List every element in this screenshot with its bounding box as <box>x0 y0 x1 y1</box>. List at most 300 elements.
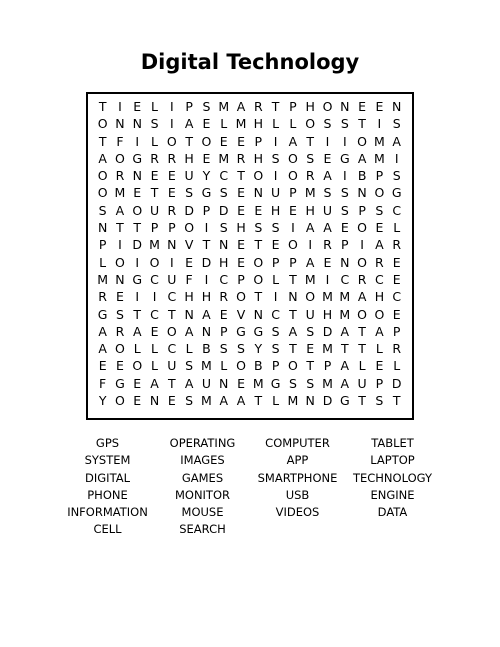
grid-letter[interactable]: E <box>237 202 245 218</box>
grid-letter[interactable]: E <box>167 168 176 184</box>
grid-letter[interactable]: A <box>305 254 315 270</box>
grid-letter[interactable]: N <box>132 116 142 132</box>
grid-letter[interactable]: O <box>132 358 143 374</box>
grid-letter[interactable]: A <box>236 99 246 114</box>
grid-letter[interactable]: E <box>98 358 107 374</box>
grid-letter[interactable]: G <box>115 375 125 391</box>
grid-letter[interactable]: U <box>271 185 281 201</box>
grid-letter[interactable]: L <box>151 99 159 114</box>
grid-letter[interactable]: C <box>150 271 159 287</box>
grid-letter[interactable]: A <box>305 220 315 236</box>
grid-letter[interactable]: N <box>340 254 350 270</box>
grid-letter[interactable]: A <box>340 375 350 391</box>
grid-letter[interactable]: I <box>308 237 313 253</box>
grid-letter[interactable]: E <box>185 254 194 270</box>
grid-letter[interactable]: N <box>305 393 315 409</box>
grid-letter[interactable]: N <box>253 306 263 322</box>
grid-letter[interactable]: I <box>169 116 174 132</box>
grid-letter[interactable]: E <box>115 358 124 374</box>
grid-letter[interactable]: P <box>271 254 280 270</box>
grid-letter[interactable]: O <box>322 99 333 114</box>
grid-letter[interactable]: M <box>97 271 109 287</box>
grid-letter[interactable]: I <box>152 289 157 305</box>
grid-letter[interactable]: T <box>340 341 349 357</box>
grid-letter[interactable]: T <box>271 99 280 114</box>
grid-letter[interactable]: O <box>287 358 298 374</box>
grid-letter[interactable]: T <box>392 393 401 409</box>
grid-letter[interactable]: O <box>236 358 246 374</box>
grid-letter[interactable]: S <box>306 323 315 339</box>
grid-letter[interactable]: I <box>273 133 278 149</box>
grid-letter[interactable]: O <box>287 168 298 184</box>
grid-letter[interactable]: N <box>167 237 177 253</box>
grid-letter[interactable]: A <box>98 323 107 339</box>
grid-letter[interactable]: O <box>97 168 108 184</box>
grid-letter[interactable]: E <box>306 341 315 357</box>
grid-letter[interactable]: S <box>271 341 280 357</box>
grid-letter[interactable]: Y <box>202 168 211 184</box>
grid-letter[interactable]: M <box>287 393 299 409</box>
grid-letter[interactable]: T <box>237 168 245 184</box>
grid-letter[interactable]: H <box>305 202 315 218</box>
grid-letter[interactable]: T <box>133 220 142 236</box>
grid-letter[interactable]: L <box>375 341 383 357</box>
grid-letter[interactable]: M <box>304 185 316 201</box>
grid-letter[interactable]: L <box>151 358 159 374</box>
grid-letter[interactable]: G <box>236 323 246 339</box>
grid-letter[interactable]: D <box>322 323 333 339</box>
grid-letter[interactable]: C <box>340 271 350 287</box>
grid-letter[interactable]: S <box>202 99 211 114</box>
grid-letter[interactable]: N <box>357 185 367 201</box>
grid-letter[interactable]: M <box>304 271 316 287</box>
grid-letter[interactable]: O <box>184 220 195 236</box>
grid-letter[interactable]: O <box>166 323 177 339</box>
grid-letter[interactable]: A <box>184 375 194 391</box>
grid-letter[interactable]: P <box>375 375 384 391</box>
grid-letter[interactable]: S <box>98 202 107 218</box>
grid-letter[interactable]: V <box>184 237 194 253</box>
grid-letter[interactable]: M <box>235 116 247 132</box>
grid-letter[interactable]: M <box>374 133 385 149</box>
grid-letter[interactable]: D <box>218 202 229 218</box>
grid-letter[interactable]: E <box>167 185 176 201</box>
grid-letter[interactable]: A <box>357 289 367 305</box>
grid-letter[interactable]: O <box>305 116 316 132</box>
grid-letter[interactable]: E <box>271 237 280 253</box>
grid-letter[interactable]: L <box>272 116 280 132</box>
grid-letter[interactable]: D <box>184 202 194 218</box>
grid-letter[interactable]: A <box>115 202 125 218</box>
grid-letter[interactable]: H <box>219 254 229 270</box>
grid-letter[interactable]: H <box>305 99 315 114</box>
grid-letter[interactable]: O <box>357 133 368 149</box>
grid-letter[interactable]: S <box>392 116 401 132</box>
grid-letter[interactable]: E <box>358 99 367 114</box>
grid-letter[interactable]: C <box>219 271 229 287</box>
grid-letter[interactable]: N <box>132 168 142 184</box>
grid-letter[interactable]: L <box>393 220 401 236</box>
grid-letter[interactable]: T <box>202 237 211 253</box>
grid-letter[interactable]: S <box>271 150 280 166</box>
grid-letter[interactable]: H <box>201 289 212 305</box>
grid-letter[interactable]: P <box>392 323 401 339</box>
grid-letter[interactable]: G <box>339 150 350 166</box>
grid-letter[interactable]: E <box>237 254 245 270</box>
grid-letter[interactable]: M <box>322 375 333 391</box>
grid-letter[interactable]: L <box>272 393 280 409</box>
grid-letter[interactable]: H <box>253 150 264 166</box>
grid-letter[interactable]: O <box>287 237 298 253</box>
grid-letter[interactable]: O <box>115 341 125 357</box>
grid-letter[interactable]: I <box>204 271 209 287</box>
grid-letter[interactable]: E <box>133 185 142 201</box>
grid-letter[interactable]: A <box>98 341 107 357</box>
grid-letter[interactable]: O <box>287 150 298 166</box>
grid-letter[interactable]: T <box>168 375 176 391</box>
grid-letter[interactable]: N <box>340 99 350 114</box>
grid-letter[interactable]: A <box>202 306 211 322</box>
grid-letter[interactable]: O <box>253 254 264 270</box>
grid-letter[interactable]: U <box>149 202 160 218</box>
grid-letter[interactable]: I <box>135 254 140 270</box>
grid-letter[interactable]: N <box>115 271 125 287</box>
grid-letter[interactable]: I <box>325 271 330 287</box>
grid-letter[interactable]: E <box>150 323 159 339</box>
grid-letter[interactable]: E <box>133 393 142 409</box>
grid-letter[interactable]: I <box>325 133 330 149</box>
grid-letter[interactable]: C <box>219 168 229 184</box>
grid-letter[interactable]: S <box>306 150 315 166</box>
grid-letter[interactable]: A <box>150 375 159 391</box>
grid-letter[interactable]: T <box>254 393 263 409</box>
grid-letter[interactable]: A <box>288 323 298 339</box>
grid-letter[interactable]: O <box>97 116 108 132</box>
grid-letter[interactable]: S <box>185 358 194 374</box>
grid-letter[interactable]: E <box>237 133 245 149</box>
grid-letter[interactable]: S <box>219 220 228 236</box>
grid-letter[interactable]: Y <box>254 341 263 357</box>
grid-letter[interactable]: N <box>184 306 194 322</box>
grid-letter[interactable]: E <box>375 220 384 236</box>
grid-letter[interactable]: T <box>358 323 366 339</box>
grid-letter[interactable]: E <box>237 237 245 253</box>
grid-letter[interactable]: T <box>358 116 366 132</box>
grid-letter[interactable]: E <box>219 306 228 322</box>
grid-letter[interactable]: T <box>116 220 124 236</box>
grid-letter[interactable]: E <box>167 393 176 409</box>
grid-letter[interactable]: I <box>291 220 295 236</box>
grid-letter[interactable]: O <box>374 306 385 322</box>
grid-letter[interactable]: F <box>116 133 124 149</box>
grid-letter[interactable]: L <box>151 133 159 149</box>
grid-letter[interactable]: A <box>184 323 194 339</box>
grid-letter[interactable]: O <box>115 150 125 166</box>
grid-letter[interactable]: R <box>219 289 229 305</box>
grid-letter[interactable]: A <box>323 168 332 184</box>
grid-letter[interactable]: E <box>202 150 211 166</box>
grid-letter[interactable]: H <box>374 289 385 305</box>
grid-letter[interactable]: E <box>219 133 228 149</box>
grid-letter[interactable]: T <box>254 289 263 305</box>
grid-letter[interactable]: L <box>220 116 228 132</box>
grid-letter[interactable]: A <box>392 133 401 149</box>
grid-letter[interactable]: S <box>150 116 159 132</box>
grid-letter[interactable]: O <box>132 202 143 218</box>
grid-letter[interactable]: T <box>185 133 193 149</box>
grid-letter[interactable]: E <box>375 99 384 114</box>
grid-letter[interactable]: A <box>98 150 107 166</box>
grid-letter[interactable]: P <box>150 220 159 236</box>
grid-letter[interactable]: N <box>201 323 212 339</box>
grid-letter[interactable]: E <box>254 202 263 218</box>
grid-letter[interactable]: S <box>271 323 280 339</box>
grid-letter[interactable]: P <box>98 237 107 253</box>
grid-letter[interactable]: L <box>133 341 141 357</box>
grid-letter[interactable]: M <box>218 150 230 166</box>
grid-letter[interactable]: S <box>254 220 263 236</box>
grid-letter[interactable]: O <box>201 133 212 149</box>
grid-letter[interactable]: O <box>149 254 160 270</box>
grid-letter[interactable]: N <box>288 289 298 305</box>
grid-letter[interactable]: S <box>237 341 245 357</box>
grid-letter[interactable]: I <box>118 237 122 253</box>
grid-letter[interactable]: A <box>236 393 246 409</box>
grid-letter[interactable]: D <box>201 254 212 270</box>
grid-letter[interactable]: P <box>289 99 297 114</box>
grid-letter[interactable]: R <box>305 168 315 184</box>
grid-letter[interactable]: R <box>253 99 263 114</box>
grid-letter[interactable]: D <box>322 393 333 409</box>
grid-letter[interactable]: C <box>167 341 177 357</box>
grid-letter[interactable]: R <box>115 323 125 339</box>
grid-letter[interactable]: U <box>201 375 211 391</box>
grid-letter[interactable]: L <box>185 341 193 357</box>
grid-letter[interactable]: N <box>253 185 263 201</box>
grid-letter[interactable]: S <box>271 220 280 236</box>
grid-letter[interactable]: P <box>323 358 332 374</box>
grid-letter[interactable]: R <box>98 289 107 305</box>
grid-letter[interactable]: C <box>375 271 384 287</box>
grid-letter[interactable]: M <box>322 289 333 305</box>
grid-letter[interactable]: P <box>271 358 280 374</box>
grid-letter[interactable]: G <box>97 306 108 322</box>
grid-letter[interactable]: T <box>98 99 107 114</box>
grid-letter[interactable]: S <box>185 185 194 201</box>
grid-letter[interactable]: N <box>219 375 229 391</box>
grid-letter[interactable]: A <box>375 323 384 339</box>
grid-letter[interactable]: M <box>374 150 385 166</box>
grid-letter[interactable]: G <box>132 150 143 166</box>
grid-letter[interactable]: S <box>375 393 384 409</box>
grid-letter[interactable]: A <box>375 237 384 253</box>
grid-letter[interactable]: P <box>289 254 297 270</box>
grid-letter[interactable]: T <box>168 306 176 322</box>
grid-letter[interactable]: D <box>391 375 402 391</box>
grid-letter[interactable]: S <box>323 185 332 201</box>
grid-letter[interactable]: C <box>271 306 280 322</box>
grid-letter[interactable]: U <box>184 168 194 184</box>
grid-letter[interactable]: T <box>306 133 315 149</box>
grid-letter[interactable]: T <box>289 341 297 357</box>
grid-letter[interactable]: C <box>150 306 159 322</box>
grid-letter[interactable]: E <box>288 202 297 218</box>
grid-letter[interactable]: S <box>288 375 297 391</box>
grid-letter[interactable]: T <box>358 393 366 409</box>
grid-letter[interactable]: S <box>323 116 332 132</box>
grid-letter[interactable]: P <box>185 99 193 114</box>
grid-letter[interactable]: P <box>289 185 297 201</box>
grid-letter[interactable]: E <box>375 358 384 374</box>
grid-letter[interactable]: C <box>167 289 177 305</box>
grid-letter[interactable]: G <box>253 323 264 339</box>
grid-letter[interactable]: R <box>323 237 332 253</box>
grid-letter[interactable]: N <box>97 220 108 236</box>
grid-letter[interactable]: L <box>272 271 280 287</box>
grid-letter[interactable]: E <box>323 150 332 166</box>
grid-letter[interactable]: R <box>357 271 367 287</box>
grid-letter[interactable]: R <box>392 341 402 357</box>
grid-letter[interactable]: I <box>204 220 209 236</box>
grid-letter[interactable]: O <box>357 254 368 270</box>
grid-letter[interactable]: U <box>357 375 367 391</box>
grid-letter[interactable]: I <box>273 168 278 184</box>
grid-letter[interactable]: M <box>322 341 333 357</box>
grid-letter[interactable]: M <box>339 289 351 305</box>
grid-letter[interactable]: I <box>360 237 364 253</box>
grid-letter[interactable]: I <box>135 133 140 149</box>
grid-letter[interactable]: R <box>167 202 177 218</box>
grid-letter[interactable]: T <box>289 271 297 287</box>
grid-letter[interactable]: R <box>392 237 402 253</box>
grid-letter[interactable]: I <box>342 168 347 184</box>
grid-letter[interactable]: E <box>237 185 245 201</box>
grid-letter[interactable]: T <box>358 341 366 357</box>
grid-letter[interactable]: I <box>394 150 399 166</box>
grid-letter[interactable]: E <box>133 99 142 114</box>
grid-letter[interactable]: M <box>149 237 160 253</box>
grid-letter[interactable]: M <box>218 99 230 114</box>
grid-letter[interactable]: M <box>114 185 126 201</box>
grid-letter[interactable]: U <box>322 202 333 218</box>
grid-letter[interactable]: E <box>392 306 401 322</box>
grid-letter[interactable]: L <box>393 358 401 374</box>
grid-letter[interactable]: T <box>289 306 297 322</box>
grid-letter[interactable]: R <box>375 254 384 270</box>
grid-letter[interactable]: L <box>99 254 107 270</box>
grid-letter[interactable]: U <box>167 358 177 374</box>
grid-letter[interactable]: A <box>323 220 332 236</box>
grid-letter[interactable]: E <box>150 168 159 184</box>
grid-letter[interactable]: A <box>219 393 228 409</box>
grid-letter[interactable]: P <box>341 237 349 253</box>
grid-letter[interactable]: R <box>115 168 125 184</box>
grid-letter[interactable]: E <box>202 116 211 132</box>
grid-letter[interactable]: M <box>252 375 264 391</box>
grid-letter[interactable]: O <box>236 289 246 305</box>
grid-letter[interactable]: E <box>392 254 401 270</box>
grid-letter[interactable]: S <box>185 393 194 409</box>
grid-letter[interactable]: H <box>270 202 281 218</box>
grid-letter[interactable]: A <box>288 133 298 149</box>
grid-letter[interactable]: H <box>184 289 194 305</box>
grid-letter[interactable]: S <box>340 185 349 201</box>
grid-letter[interactable]: I <box>118 99 122 114</box>
grid-letter[interactable]: R <box>167 150 177 166</box>
grid-letter[interactable]: C <box>392 289 402 305</box>
grid-letter[interactable]: P <box>237 271 245 287</box>
grid-letter[interactable]: E <box>237 375 245 391</box>
grid-letter[interactable]: V <box>236 306 246 322</box>
grid-letter[interactable]: H <box>322 306 333 322</box>
grid-letter[interactable]: S <box>219 341 228 357</box>
grid-letter[interactable]: G <box>132 271 143 287</box>
grid-letter[interactable]: B <box>254 358 263 374</box>
grid-letter[interactable]: A <box>132 323 142 339</box>
grid-letter[interactable]: R <box>150 150 159 166</box>
grid-letter[interactable]: E <box>340 220 349 236</box>
grid-letter[interactable]: G <box>339 393 350 409</box>
grid-letter[interactable]: A <box>357 150 367 166</box>
grid-letter[interactable]: L <box>151 341 159 357</box>
grid-letter[interactable]: P <box>254 133 263 149</box>
grid-letter[interactable]: S <box>375 202 384 218</box>
grid-letter[interactable]: T <box>150 185 159 201</box>
grid-letter[interactable]: P <box>168 220 176 236</box>
grid-letter[interactable]: B <box>357 168 367 184</box>
grid-letter[interactable]: E <box>392 271 401 287</box>
grid-letter[interactable]: A <box>340 358 350 374</box>
grid-letter[interactable]: G <box>391 185 402 201</box>
grid-letter[interactable]: H <box>253 116 264 132</box>
grid-letter[interactable]: M <box>201 393 212 409</box>
grid-letter[interactable]: B <box>202 341 211 357</box>
grid-letter[interactable]: L <box>358 358 366 374</box>
grid-letter[interactable]: N <box>219 237 229 253</box>
grid-letter[interactable]: I <box>169 99 174 114</box>
grid-letter[interactable]: N <box>149 393 160 409</box>
grid-letter[interactable]: P <box>375 168 384 184</box>
grid-letter[interactable]: O <box>253 168 264 184</box>
grid-letter[interactable]: T <box>306 358 315 374</box>
grid-letter[interactable]: F <box>99 375 107 391</box>
grid-letter[interactable]: Y <box>98 393 107 409</box>
grid-letter[interactable]: R <box>236 150 246 166</box>
grid-letter[interactable]: L <box>289 116 297 132</box>
grid-letter[interactable]: L <box>220 358 228 374</box>
grid-letter[interactable]: A <box>184 116 194 132</box>
grid-letter[interactable]: I <box>342 133 347 149</box>
grid-letter[interactable]: S <box>340 202 349 218</box>
grid-letter[interactable]: O <box>357 306 368 322</box>
grid-letter[interactable]: O <box>357 220 368 236</box>
grid-letter[interactable]: G <box>201 185 212 201</box>
grid-letter[interactable]: I <box>169 254 174 270</box>
grid-letter[interactable]: O <box>115 393 125 409</box>
grid-letter[interactable]: E <box>115 289 124 305</box>
grid-letter[interactable]: M <box>201 358 212 374</box>
grid-letter[interactable]: H <box>184 150 194 166</box>
grid-letter[interactable]: T <box>254 237 263 253</box>
grid-letter[interactable]: S <box>392 168 401 184</box>
grid-letter[interactable]: I <box>273 289 278 305</box>
grid-letter[interactable]: O <box>305 289 316 305</box>
grid-letter[interactable]: P <box>358 202 366 218</box>
grid-letter[interactable]: A <box>340 323 350 339</box>
grid-letter[interactable]: E <box>133 375 142 391</box>
grid-letter[interactable]: E <box>323 254 332 270</box>
grid-letter[interactable]: I <box>377 116 382 132</box>
